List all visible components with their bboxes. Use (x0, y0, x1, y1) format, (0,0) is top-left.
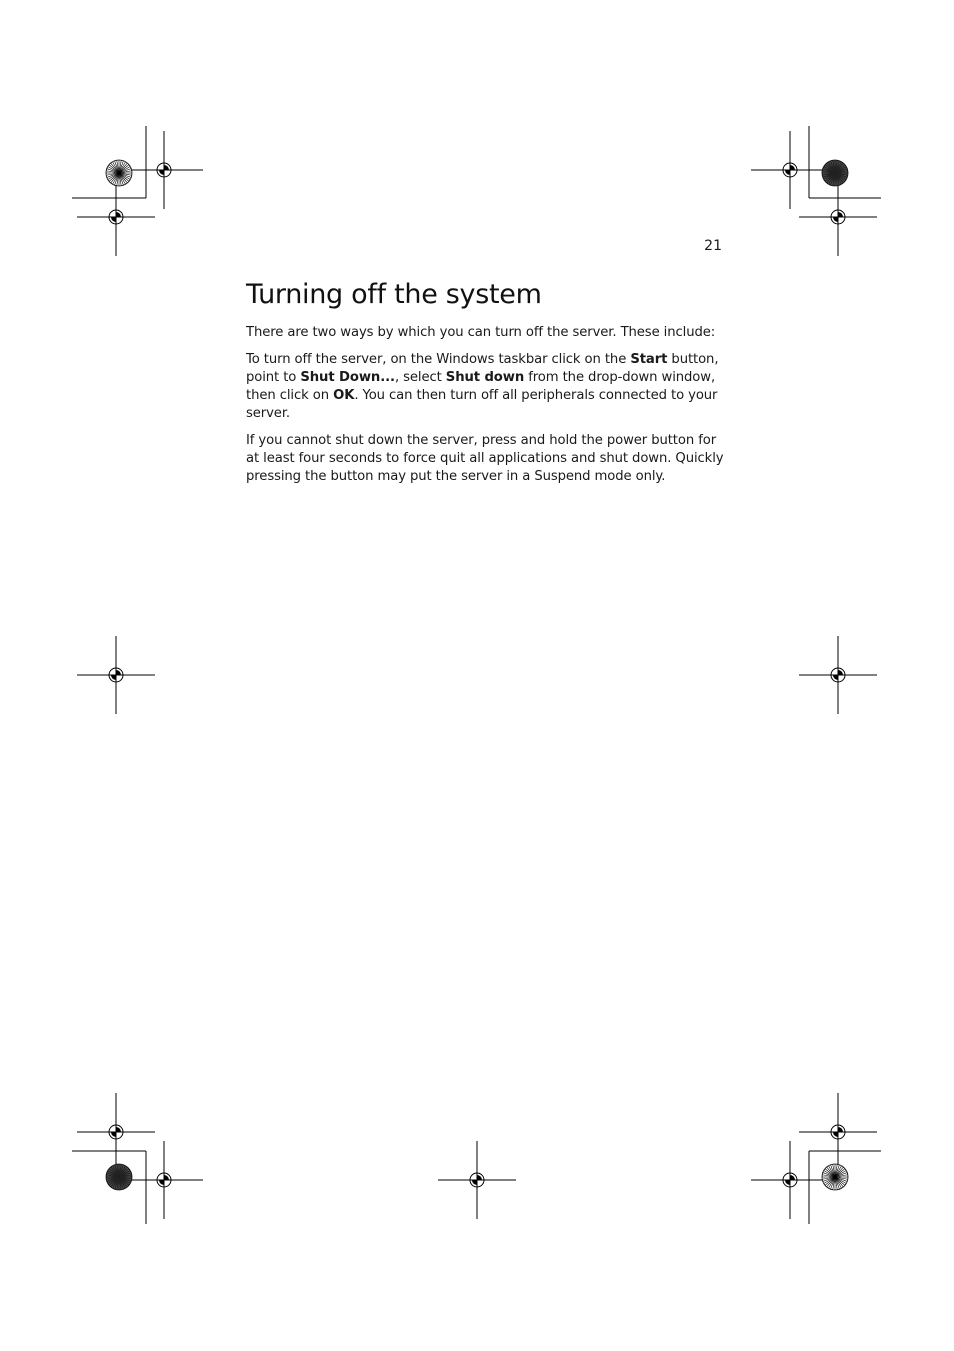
text-run: button, point to (246, 352, 719, 385)
registration-crosshair-icon (438, 1141, 516, 1219)
starburst-target-icon (106, 1164, 132, 1190)
registration-crosshair-icon (751, 1141, 829, 1219)
starburst-target-icon (106, 160, 132, 186)
registration-crosshair-icon (125, 131, 203, 209)
registration-crosshair-icon (799, 178, 877, 256)
starburst-target-icon (822, 160, 848, 186)
page-title: Turning off the system (246, 279, 542, 310)
text-run: , select (394, 370, 446, 385)
registration-crosshair-icon (751, 131, 829, 209)
text-run: from the drop-down window, then click on (246, 370, 716, 403)
ok-term: OK (333, 388, 355, 403)
shut-down-menu-term: Shut Down... (300, 370, 395, 385)
intro-paragraph: There are two ways by which you can turn off the server. These include: (246, 325, 716, 340)
shut-down-option-term: Shut down (445, 370, 525, 385)
registration-crosshair-icon (77, 178, 155, 256)
page-content (246, 278, 726, 495)
text-run: . You can then turn off all peripherals connected to your server. (246, 388, 718, 421)
os-shutdown-paragraph (246, 351, 726, 423)
registration-crosshair-icon (125, 1141, 203, 1219)
power-button-paragraph: If you cannot shut down the server, press and hold the power button for at least four seconds to force quit all applications and shut down. Quickly pressing the button may put the server in a Suspend mode only. (246, 433, 724, 484)
page-number: 21 (704, 238, 722, 254)
registration-crosshair-icon (77, 1093, 155, 1171)
start-term: Start (630, 352, 668, 367)
text-run: To turn off the server, on the Windows taskbar click on the (246, 352, 631, 367)
registration-crosshair-icon (77, 636, 155, 714)
registration-crosshair-icon (799, 636, 877, 714)
registration-crosshair-icon (799, 1093, 877, 1171)
starburst-target-icon (822, 1164, 848, 1190)
